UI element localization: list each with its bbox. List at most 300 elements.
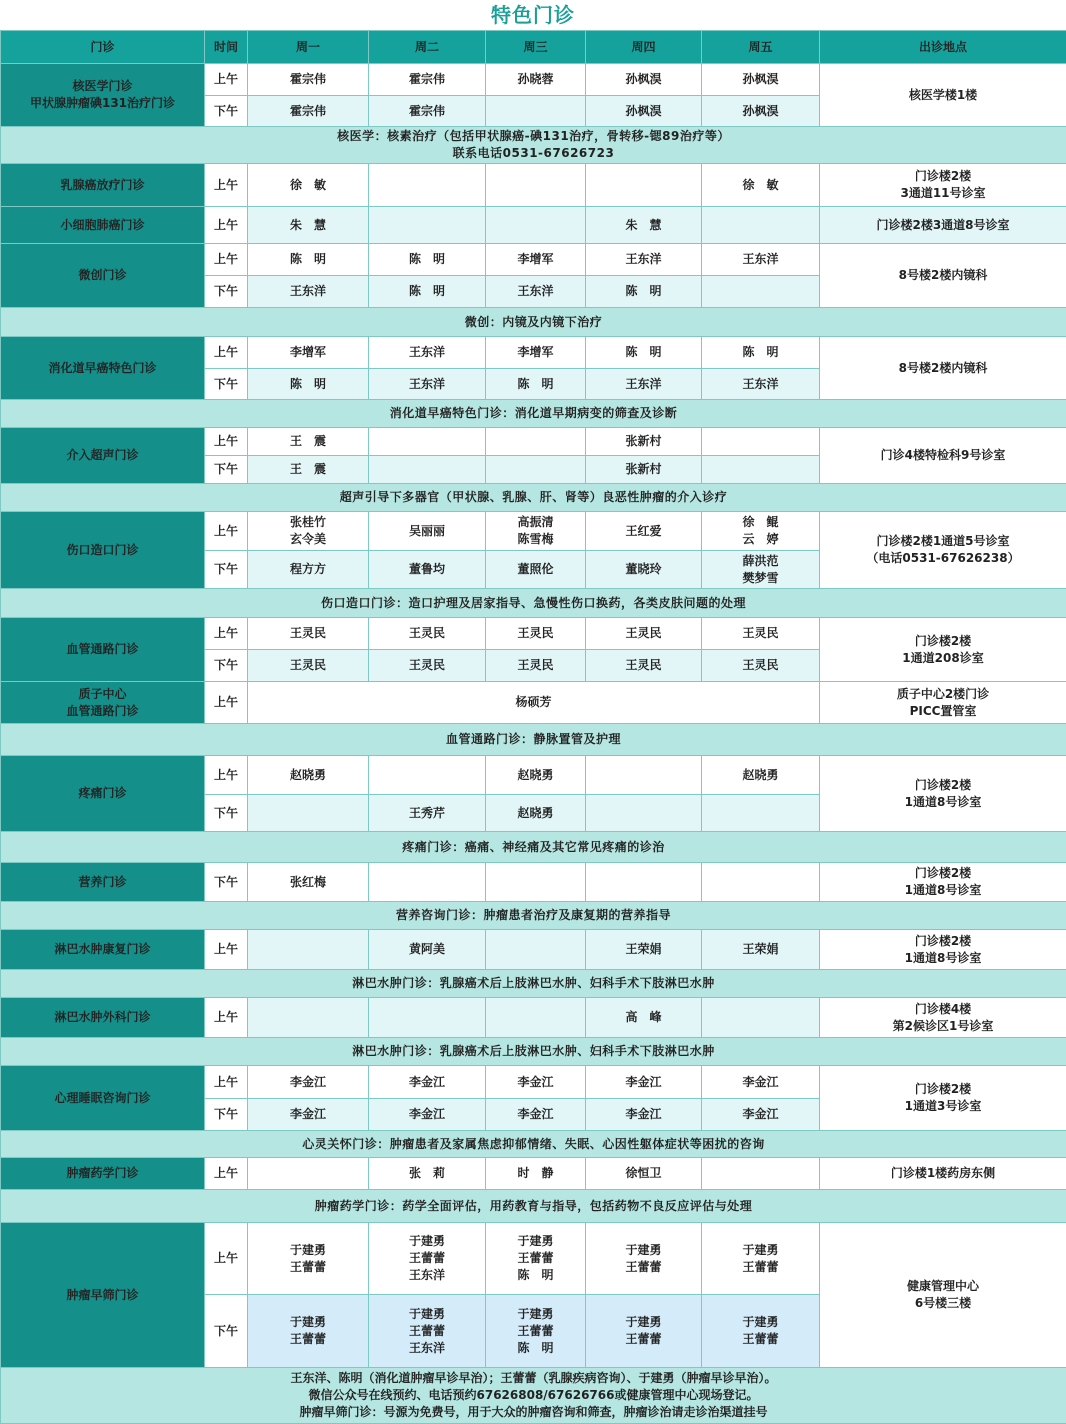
- doctor-cell: [248, 1158, 369, 1190]
- doctor-cell: [486, 456, 586, 484]
- doctor-cell: 王灵民: [586, 650, 702, 682]
- location-cell: [820, 863, 1066, 902]
- clinic-schedule-table: [0, 30, 1066, 1424]
- location-cell: 8号楼2楼内镜科: [820, 337, 1066, 400]
- time-pm: 下午: [205, 863, 248, 902]
- clinic-name: 疼痛门诊: [1, 756, 205, 832]
- location-cell: [820, 756, 1066, 832]
- doctor-cell: [486, 512, 586, 551]
- doctor-name: 于建勇: [248, 1314, 368, 1331]
- note-text: 肿瘤药学门诊：药学全面评估，用药教育与指导，包括药物不良反应评估与处理: [1, 1190, 1066, 1223]
- doctor-name: 樊梦雪: [702, 570, 819, 587]
- location-cell: [820, 998, 1066, 1038]
- doctor-cell: 徐 敏: [248, 164, 369, 207]
- note-row: [1, 127, 1066, 164]
- doctor-cell: 陈 明: [248, 244, 369, 276]
- doctor-cell: [702, 551, 820, 589]
- doctor-cell: 霍宗伟: [369, 64, 486, 96]
- table-row: [1, 682, 1066, 724]
- time-am: 上午: [205, 1223, 248, 1295]
- doctor-name: 王蕾蕾: [586, 1331, 701, 1348]
- location-cell: 门诊楼2楼3通道8号诊室: [820, 207, 1066, 244]
- doctor-cell: 徐 敏: [702, 164, 820, 207]
- clinic-name-line: 甲状腺肿瘤碘131治疗门诊: [1, 95, 204, 112]
- doctor-cell: 王东洋: [586, 369, 702, 400]
- footer-line: [1, 1404, 1066, 1421]
- location-cell: [820, 682, 1066, 724]
- clinic-name: 肿瘤早筛门诊: [1, 1223, 205, 1368]
- time-am: 上午: [205, 337, 248, 369]
- note-text: 伤口造口门诊：造口护理及居家指导、急慢性伤口换药，各类皮肤问题的处理: [1, 589, 1066, 618]
- header-row: [1, 31, 1066, 64]
- doctor-cell: [486, 930, 586, 970]
- doctor-name: 陈 明: [486, 1267, 585, 1284]
- doctor-cell: [702, 456, 820, 484]
- doctor-cell: [248, 551, 369, 589]
- table-row: [1, 64, 1066, 96]
- table-row: [1, 512, 1066, 551]
- location-line: 1通道8号诊室: [820, 950, 1066, 967]
- note-row: [1, 1038, 1066, 1066]
- doctor-cell: 王东洋: [369, 369, 486, 400]
- location-cell: [820, 512, 1066, 589]
- time-pm: 下午: [205, 456, 248, 484]
- note-row: [1, 484, 1066, 512]
- doctor-cell: [369, 1295, 486, 1368]
- doctor-cell: 李增军: [248, 337, 369, 369]
- doctor-cell: 孙晓蓉: [486, 64, 586, 96]
- doctor-cell: [369, 863, 486, 902]
- doctor-cell: [486, 863, 586, 902]
- doctor-cell: 霍宗伟: [369, 96, 486, 127]
- clinic-name: 营养门诊: [1, 863, 205, 902]
- table-row: [1, 428, 1066, 456]
- header-thu: 周四: [586, 31, 702, 64]
- doctor-cell: 王 震: [248, 428, 369, 456]
- doctor-cell: [486, 1295, 586, 1368]
- doctor-cell: [586, 863, 702, 902]
- table-row: [1, 998, 1066, 1038]
- location-line: 1通道8号诊室: [820, 794, 1066, 811]
- doctor-cell: 陈 明: [369, 276, 486, 308]
- doctor-cell: [248, 998, 369, 1038]
- note-row: [1, 902, 1066, 930]
- doctor-cell: 王灵民: [586, 618, 702, 650]
- doctor-cell: [486, 96, 586, 127]
- doctor-cell: 王灵民: [248, 650, 369, 682]
- table-row: [1, 244, 1066, 276]
- footer-line-text: 肿瘤早筛门诊：号源为免费号，用于大众的肿瘤咨询和筛查，: [299, 1405, 623, 1419]
- doctor-cell: 张新村: [586, 456, 702, 484]
- doctor-name: 于建勇: [586, 1314, 701, 1331]
- doctor-cell: 张 莉: [369, 1158, 486, 1190]
- doctor-name: 董鲁均: [369, 561, 485, 578]
- doctor-cell: 李金江: [486, 1066, 586, 1099]
- doctor-cell: [486, 551, 586, 589]
- doctor-cell: 李金江: [702, 1099, 820, 1131]
- doctor-cell: [702, 1158, 820, 1190]
- doctor-cell: [702, 207, 820, 244]
- doctor-cell: [248, 930, 369, 970]
- note-text: [1, 127, 1066, 164]
- header-wed: 周三: [486, 31, 586, 64]
- doctor-cell: 王灵民: [248, 618, 369, 650]
- location-cell: [820, 1066, 1066, 1131]
- location-line: PICC置管室: [820, 703, 1066, 720]
- table-row: [1, 863, 1066, 902]
- doctor-cell: 陈 明: [702, 337, 820, 369]
- note-text: 消化道早癌特色门诊：消化道早期病变的筛查及诊断: [1, 400, 1066, 428]
- doctor-cell: 陈 明: [486, 369, 586, 400]
- clinic-name-line: 质子中心: [1, 686, 204, 703]
- clinic-name-line: 核医学门诊: [1, 78, 204, 95]
- doctor-cell: [369, 207, 486, 244]
- table-row: [1, 1158, 1066, 1190]
- location-cell: 核医学楼1楼: [820, 64, 1066, 127]
- doctor-name: 徐 鲲: [702, 514, 819, 531]
- location-line: 门诊楼2楼: [820, 633, 1066, 650]
- location-line: 门诊楼2楼1通道5号诊室: [820, 533, 1066, 550]
- doctor-cell: 高 峰: [586, 998, 702, 1038]
- doctor-cell: [486, 1223, 586, 1295]
- doctor-cell: [369, 164, 486, 207]
- doctor-name: 于建勇: [248, 1242, 368, 1259]
- doctor-cell: 李金江: [248, 1099, 369, 1131]
- note-text: 心灵关怀门诊：肿瘤患者及家属焦虑抑郁情绪、失眠、心因性躯体症状等困扰的咨询: [1, 1131, 1066, 1158]
- doctor-cell: 王灵民: [369, 650, 486, 682]
- header-mon: 周一: [248, 31, 369, 64]
- header-tue: 周二: [369, 31, 486, 64]
- doctor-cell: 赵晓勇: [702, 756, 820, 795]
- doctor-cell: [369, 456, 486, 484]
- doctor-cell: [702, 512, 820, 551]
- note-line: 联系电话0531-67626723: [1, 145, 1066, 162]
- doctor-cell: 孙枫淏: [586, 96, 702, 127]
- location-cell: [820, 1223, 1066, 1368]
- doctor-cell: [248, 1223, 369, 1295]
- doctor-cell: 杨硕芳: [248, 682, 820, 724]
- doctor-cell: [369, 428, 486, 456]
- doctor-cell: 赵晓勇: [248, 756, 369, 795]
- doctor-cell: [369, 551, 486, 589]
- doctor-name: 陈雪梅: [486, 531, 585, 548]
- time-pm: 下午: [205, 650, 248, 682]
- clinic-name: 血管通路门诊: [1, 618, 205, 682]
- doctor-cell: 孙枫淏: [702, 96, 820, 127]
- doctor-name: 董晓玲: [586, 561, 701, 578]
- clinic-name: 淋巴水肿外科门诊: [1, 998, 205, 1038]
- doctor-cell: 时 静: [486, 1158, 586, 1190]
- clinic-name: 乳腺癌放疗门诊: [1, 164, 205, 207]
- time-am: 上午: [205, 618, 248, 650]
- doctor-name: 云 婷: [702, 531, 819, 548]
- doctor-cell: 王灵民: [702, 650, 820, 682]
- doctor-cell: 孙枫淏: [586, 64, 702, 96]
- table-row: [1, 618, 1066, 650]
- doctor-name: 王东洋: [369, 1340, 485, 1357]
- doctor-name: 薛洪范: [702, 553, 819, 570]
- note-text: 超声引导下多器官（甲状腺、乳腺、肝、肾等）良恶性肿瘤的介入诊疗: [1, 484, 1066, 512]
- doctor-cell: 黄阿美: [369, 930, 486, 970]
- table-row: [1, 756, 1066, 795]
- doctor-cell: 王灵民: [702, 618, 820, 650]
- time-am: 上午: [205, 164, 248, 207]
- time-pm: 下午: [205, 1295, 248, 1368]
- doctor-name: 于建勇: [486, 1233, 585, 1250]
- header-fri: 周五: [702, 31, 820, 64]
- clinic-name: 消化道早癌特色门诊: [1, 337, 205, 400]
- table-row: [1, 1223, 1066, 1295]
- doctor-name: 玄令美: [248, 531, 368, 548]
- doctor-name: 王东洋: [369, 1267, 485, 1284]
- doctor-cell: 赵晓勇: [486, 795, 586, 832]
- time-am: 上午: [205, 244, 248, 276]
- footer-row: [1, 1368, 1066, 1424]
- clinic-name: [1, 682, 205, 724]
- doctor-cell: 陈 明: [586, 337, 702, 369]
- doctor-cell: 朱 慧: [248, 207, 369, 244]
- clinic-name: [1, 64, 205, 127]
- doctor-name: 王蕾蕾: [486, 1250, 585, 1267]
- doctor-cell: [248, 512, 369, 551]
- location-cell: 8号楼2楼内镜科: [820, 244, 1066, 308]
- doctor-cell: [702, 1295, 820, 1368]
- location-line: 1通道3号诊室: [820, 1098, 1066, 1115]
- doctor-name: 王蕾蕾: [369, 1250, 485, 1267]
- doctor-name: 王蕾蕾: [586, 1259, 701, 1276]
- table-row: [1, 930, 1066, 970]
- time-pm: 下午: [205, 1099, 248, 1131]
- doctor-name: 王蕾蕾: [702, 1331, 819, 1348]
- doctor-cell: [586, 551, 702, 589]
- location-line: 门诊楼2楼: [820, 1081, 1066, 1098]
- location-line: 第2候诊区1号诊室: [820, 1018, 1066, 1035]
- doctor-cell: 王秀芹: [369, 795, 486, 832]
- doctor-cell: [702, 795, 820, 832]
- doctor-cell: [702, 863, 820, 902]
- doctor-cell: 赵晓勇: [486, 756, 586, 795]
- doctor-cell: 李金江: [369, 1066, 486, 1099]
- doctor-cell: 陈 明: [369, 244, 486, 276]
- time-pm: 下午: [205, 276, 248, 308]
- table-row: [1, 164, 1066, 207]
- doctor-cell: [248, 1295, 369, 1368]
- clinic-name-line: 血管通路门诊: [1, 703, 204, 720]
- doctor-name: 王蕾蕾: [369, 1323, 485, 1340]
- doctor-cell: [369, 1223, 486, 1295]
- doctor-cell: 李金江: [702, 1066, 820, 1099]
- doctor-name: 于建勇: [702, 1314, 819, 1331]
- location-line: 门诊楼2楼: [820, 777, 1066, 794]
- doctor-cell: [586, 1223, 702, 1295]
- page-title: 特色门诊: [0, 0, 1066, 30]
- clinic-name: 小细胞肺癌门诊: [1, 207, 205, 244]
- table-row: [1, 207, 1066, 244]
- note-text: 营养咨询门诊：肿瘤患者治疗及康复期的营养指导: [1, 902, 1066, 930]
- doctor-cell: [486, 164, 586, 207]
- location-line: 门诊楼4楼: [820, 1001, 1066, 1018]
- doctor-cell: [586, 795, 702, 832]
- doctor-cell: 陈 明: [248, 369, 369, 400]
- footer-line: 王东洋、陈明（消化道肿瘤早诊早治）；王蕾蕾（乳腺疾病咨询）、于建勇（肿瘤早诊早治）。: [1, 1370, 1066, 1387]
- doctor-cell: [586, 164, 702, 207]
- location-cell: 门诊4楼特检科9号诊室: [820, 428, 1066, 484]
- doctor-name: 吴丽丽: [369, 523, 485, 540]
- doctor-cell: 王灵民: [486, 618, 586, 650]
- doctor-cell: [702, 276, 820, 308]
- doctor-cell: [702, 998, 820, 1038]
- note-row: [1, 589, 1066, 618]
- doctor-name: 董照伦: [486, 561, 585, 578]
- note-row: [1, 1131, 1066, 1158]
- time-am: 上午: [205, 998, 248, 1038]
- footer-note: [1, 1368, 1066, 1424]
- doctor-name: 程方方: [248, 561, 368, 578]
- doctor-name: 于建勇: [369, 1306, 485, 1323]
- doctor-cell: 徐恒卫: [586, 1158, 702, 1190]
- doctor-cell: 王灵民: [486, 650, 586, 682]
- location-cell: 门诊楼1楼药房东侧: [820, 1158, 1066, 1190]
- time-am: 上午: [205, 756, 248, 795]
- clinic-name: 淋巴水肿康复门诊: [1, 930, 205, 970]
- doctor-cell: [486, 428, 586, 456]
- time-am: 上午: [205, 1066, 248, 1099]
- doctor-cell: 李金江: [486, 1099, 586, 1131]
- time-am: 上午: [205, 1158, 248, 1190]
- doctor-cell: [486, 998, 586, 1038]
- doctor-cell: [369, 756, 486, 795]
- time-am: 上午: [205, 930, 248, 970]
- doctor-name: 王蕾蕾: [702, 1259, 819, 1276]
- note-row: [1, 970, 1066, 998]
- time-pm: 下午: [205, 551, 248, 589]
- doctor-cell: 霍宗伟: [248, 64, 369, 96]
- header-location: 出诊地点: [820, 31, 1066, 64]
- table-row: [1, 1066, 1066, 1099]
- doctor-cell: [702, 428, 820, 456]
- doctor-cell: 李增军: [486, 244, 586, 276]
- doctor-cell: [248, 795, 369, 832]
- doctor-cell: 张红梅: [248, 863, 369, 902]
- location-line: 门诊楼2楼: [820, 168, 1066, 185]
- doctor-cell: [486, 207, 586, 244]
- location-line: （电话0531-67626238）: [820, 550, 1066, 567]
- time-am: 上午: [205, 207, 248, 244]
- doctor-cell: 王 震: [248, 456, 369, 484]
- location-line: 1通道208诊室: [820, 650, 1066, 667]
- location-line: 门诊楼2楼: [820, 933, 1066, 950]
- doctor-cell: 李金江: [369, 1099, 486, 1131]
- time-am: 上午: [205, 428, 248, 456]
- doctor-cell: 王东洋: [702, 244, 820, 276]
- clinic-name: 肿瘤药学门诊: [1, 1158, 205, 1190]
- time-am: 上午: [205, 512, 248, 551]
- note-row: [1, 1190, 1066, 1223]
- location-line: 健康管理中心: [820, 1278, 1066, 1295]
- doctor-name: 于建勇: [702, 1242, 819, 1259]
- doctor-cell: [702, 1223, 820, 1295]
- time-pm: 下午: [205, 369, 248, 400]
- doctor-cell: [586, 512, 702, 551]
- clinic-name: 微创门诊: [1, 244, 205, 308]
- doctor-cell: 王东洋: [248, 276, 369, 308]
- doctor-name: 高振清: [486, 514, 585, 531]
- doctor-cell: 王东洋: [486, 276, 586, 308]
- header-time: 时间: [205, 31, 248, 64]
- location-cell: [820, 618, 1066, 682]
- footer-line: 微信公众号在线预约、电话预约67626808/67626766或健康管理中心现场登记。: [1, 1387, 1066, 1404]
- time-pm: 下午: [205, 96, 248, 127]
- note-row: [1, 308, 1066, 337]
- location-line: 3通道11号诊室: [820, 185, 1066, 202]
- doctor-cell: 陈 明: [586, 276, 702, 308]
- note-text: 淋巴水肿门诊：乳腺癌术后上肢淋巴水肿、妇科手术下肢淋巴水肿: [1, 1038, 1066, 1066]
- doctor-name: 于建勇: [586, 1242, 701, 1259]
- doctor-cell: 李金江: [586, 1066, 702, 1099]
- doctor-cell: 李金江: [248, 1066, 369, 1099]
- doctor-name: 陈 明: [486, 1340, 585, 1357]
- time-am: 上午: [205, 682, 248, 724]
- note-text: 血管通路门诊：静脉置管及护理: [1, 724, 1066, 756]
- location-cell: [820, 930, 1066, 970]
- location-line: 质子中心2楼门诊: [820, 686, 1066, 703]
- note-line: 核医学：核素治疗（包括甲状腺癌-碘131治疗，骨转移-锶89治疗等）: [1, 128, 1066, 145]
- doctor-cell: 李金江: [586, 1099, 702, 1131]
- clinic-name: 伤口造口门诊: [1, 512, 205, 589]
- doctor-name: 王蕾蕾: [486, 1323, 585, 1340]
- time-am: 上午: [205, 64, 248, 96]
- location-line: 门诊楼2楼: [820, 865, 1066, 882]
- location-line: 6号楼三楼: [820, 1295, 1066, 1312]
- doctor-cell: 王东洋: [586, 244, 702, 276]
- time-pm: 下午: [205, 795, 248, 832]
- doctor-cell: 孙枫淏: [702, 64, 820, 96]
- location-line: 1通道8号诊室: [820, 882, 1066, 899]
- note-text: 微创：内镜及内镜下治疗: [1, 308, 1066, 337]
- clinic-name: 介入超声门诊: [1, 428, 205, 484]
- doctor-name: 于建勇: [486, 1306, 585, 1323]
- doctor-name: 王蕾蕾: [248, 1331, 368, 1348]
- doctor-cell: 王东洋: [702, 369, 820, 400]
- doctor-cell: 张新村: [586, 428, 702, 456]
- note-row: [1, 400, 1066, 428]
- doctor-cell: 王东洋: [369, 337, 486, 369]
- note-text: 淋巴水肿门诊：乳腺癌术后上肢淋巴水肿、妇科手术下肢淋巴水肿: [1, 970, 1066, 998]
- doctor-cell: [369, 512, 486, 551]
- doctor-name: 张桂竹: [248, 514, 368, 531]
- note-row: [1, 724, 1066, 756]
- footer-emphasis: 肿瘤诊治请走诊治渠道挂号: [624, 1405, 768, 1419]
- header-clinic: 门诊: [1, 31, 205, 64]
- doctor-cell: 王荣娟: [702, 930, 820, 970]
- doctor-cell: 王灵民: [369, 618, 486, 650]
- doctor-cell: 王荣娟: [586, 930, 702, 970]
- doctor-cell: 朱 慧: [586, 207, 702, 244]
- doctor-cell: [586, 1295, 702, 1368]
- note-row: [1, 832, 1066, 863]
- note-text: 疼痛门诊：癌痛、神经痛及其它常见疼痛的诊治: [1, 832, 1066, 863]
- doctor-name: 王蕾蕾: [248, 1259, 368, 1276]
- doctor-cell: 李增军: [486, 337, 586, 369]
- doctor-name: 于建勇: [369, 1233, 485, 1250]
- doctor-cell: [369, 998, 486, 1038]
- doctor-name: 王红爱: [586, 523, 701, 540]
- clinic-name: 心理睡眠咨询门诊: [1, 1066, 205, 1131]
- doctor-cell: 霍宗伟: [248, 96, 369, 127]
- location-cell: [820, 164, 1066, 207]
- doctor-cell: [586, 756, 702, 795]
- table-row: [1, 337, 1066, 369]
